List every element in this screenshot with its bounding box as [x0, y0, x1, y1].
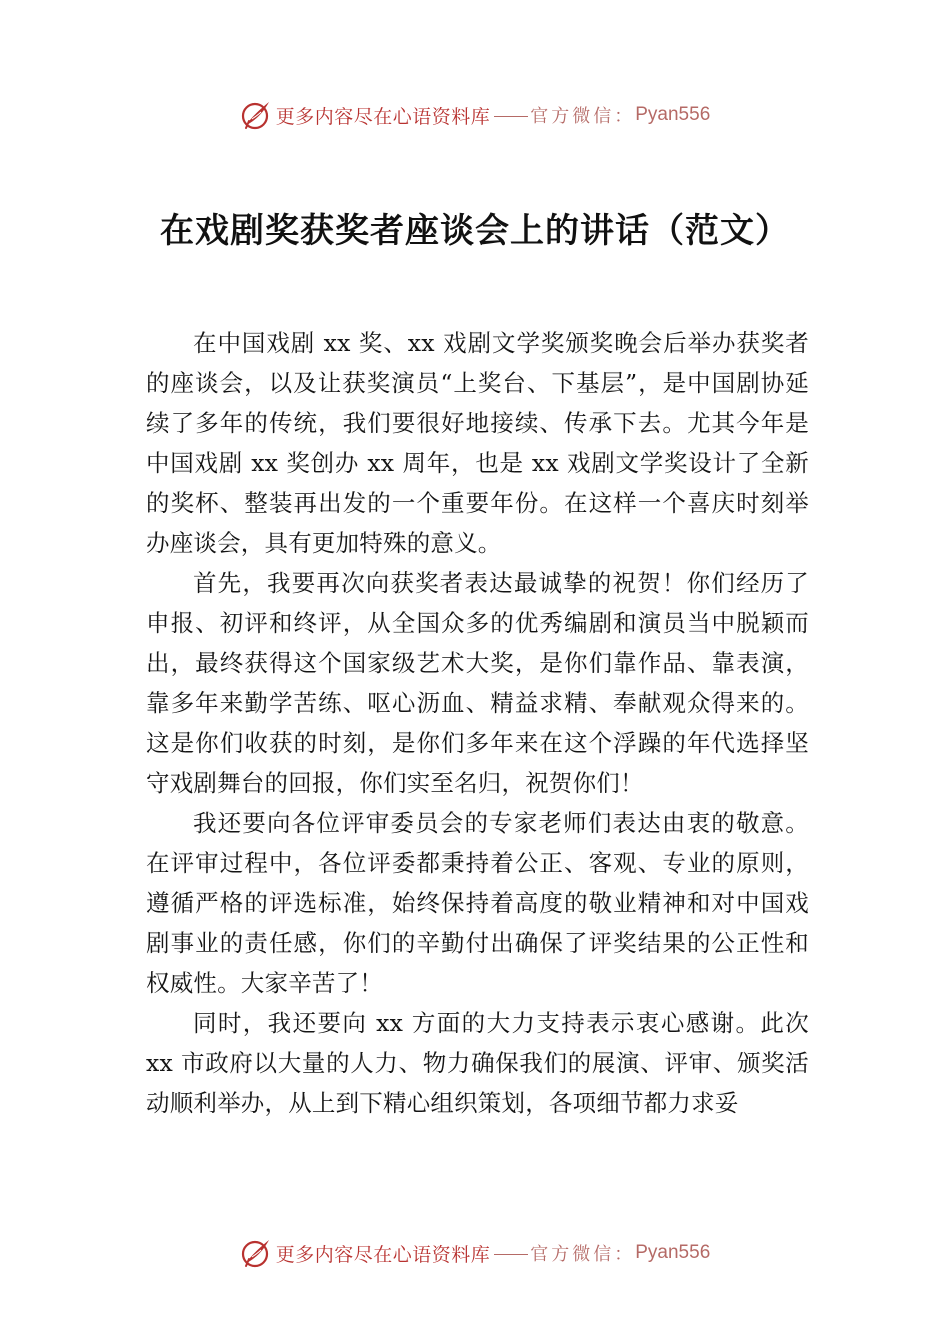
paragraph: 首先，我要再次向获奖者表达最诚挚的祝贺！你们经历了申报、初评和终评，从全国众多的优秀编剧和演员当中脱颖而出，最终获得这个国家级艺术大奖，是你们靠作品、靠表演，靠多年来勤学苦练、呕心沥血、精益求精、奉献观众得来的。这是你们收获的时刻，是你们多年来在这个浮躁的年代选择坚守戏剧舞台的回报，你们实至名归，祝贺你们！	[146, 569, 809, 797]
promo-text: 更多内容尽在心语资料库	[275, 105, 491, 128]
document-body	[146, 323, 809, 1123]
header-banner	[0, 95, 950, 135]
quill-pen-logo-icon	[240, 99, 272, 131]
wechat-label: 官方微信：	[530, 1244, 636, 1265]
footer-banner	[0, 1233, 950, 1273]
promo-text: 更多内容尽在心语资料库	[275, 1243, 491, 1266]
paragraph: 在中国戏剧 xx 奖、xx 戏剧文学奖颁奖晚会后举办获奖者的座谈会，以及让获奖演员“上奖台、下基层”，是中国剧协延续了多年的传统，我们要很好地接续、传承下去。尤其今年是中国戏剧 xx 奖创办 xx 周年，也是 xx 戏剧文学奖设计了全新的奖杯、整装再出发的一个重要年份。在这样一个喜庆时刻举办座谈会，具有更加特殊的意义。	[146, 329, 809, 557]
banner-dash	[494, 116, 528, 117]
wechat-label: 官方微信：	[530, 106, 636, 127]
paragraph: 同时，我还要向 xx 方面的大力支持表示衷心感谢。此次 xx 市政府以大量的人力、物力确保我们的展演、评审、颁奖活动顺利举办，从上到下精心组织策划，各项细节都力求妥	[146, 1009, 809, 1117]
wechat-id: Pyan556	[635, 104, 711, 125]
document-title: 在戏剧奖获奖者座谈会上的讲话（范文）	[160, 211, 790, 251]
paragraph: 我还要向各位评审委员会的专家老师们表达由衷的敬意。在评审过程中，各位评委都秉持着公正、客观、专业的原则，遵循严格的评选标准，始终保持着高度的敬业精神和对中国戏剧事业的责任感，你们的辛勤付出确保了评奖结果的公正性和权威性。大家辛苦了！	[146, 809, 809, 997]
quill-pen-logo-icon	[240, 1237, 272, 1269]
wechat-id: Pyan556	[635, 1242, 711, 1263]
banner-dash	[494, 1254, 528, 1255]
